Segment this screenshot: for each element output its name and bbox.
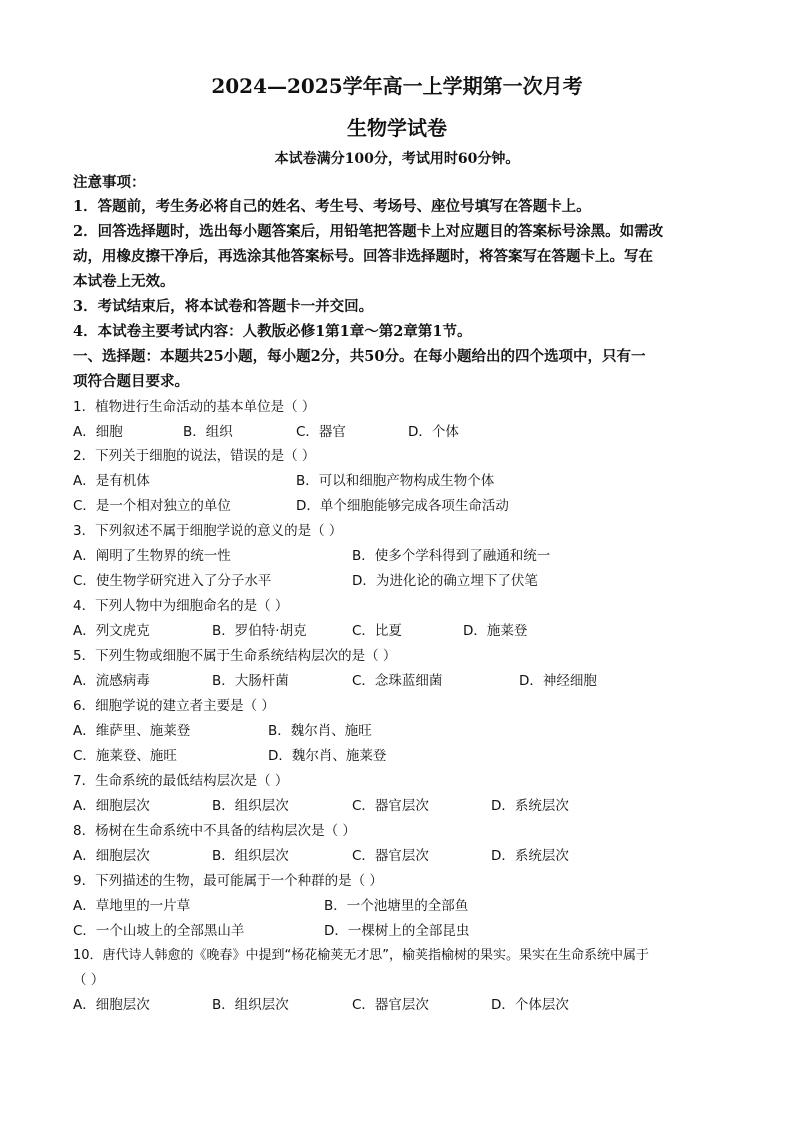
- option-a: A．细胞层次: [73, 798, 150, 814]
- question-options: [73, 672, 733, 690]
- option-b: B．可以和细胞产物构成生物个体: [296, 473, 495, 489]
- option-b: B．一个池塘里的全部鱼: [324, 898, 469, 914]
- option-d: D．单个细胞能够完成各项生命活动: [296, 498, 509, 514]
- note-line: 动，用橡皮擦干净后，再选涂其他答案标号。回答非选择题时，将答案写在答题卡上。写在: [73, 248, 653, 265]
- question-stem: 6．细胞学说的建立者主要是（ ）: [73, 698, 275, 714]
- option-c: C．是一个相对独立的单位: [73, 498, 231, 514]
- question-options: [73, 996, 733, 1014]
- question-options: [73, 423, 733, 441]
- option-b: B．组织: [183, 424, 233, 440]
- option-a: A．是有机体: [73, 473, 150, 489]
- exam-title: 2024—2025学年高一上学期第一次月考: [211, 74, 583, 98]
- question-stem: 10．唐代诗人韩愈的《晚春》中提到“杨花榆荚无才思”，榆荚指榆树的果实。果实在生命系统中属于: [73, 948, 650, 963]
- exam-subtitle: 生物学试卷: [347, 116, 447, 140]
- option-b: B．组织层次: [212, 798, 289, 814]
- option-b: B．罗伯特·胡克: [212, 623, 307, 639]
- notes-heading: 注意事项：: [73, 174, 146, 191]
- option-d: D．魏尔肖、施莱登: [268, 748, 387, 764]
- option-d: D．施莱登: [463, 623, 528, 639]
- option-c: C．念珠蓝细菌: [352, 673, 443, 689]
- question-stem-cont: （ ）: [73, 972, 105, 988]
- question-options: [73, 847, 733, 865]
- option-a: A．列文虎克: [73, 623, 150, 639]
- question-options: [73, 572, 733, 590]
- option-a: A．流感病毒: [73, 673, 150, 689]
- option-a: A．细胞: [73, 424, 123, 440]
- question-options: [73, 497, 733, 515]
- note-line: 4．本试卷主要考试内容：人教版必修1第1章～第2章第1节。: [73, 323, 472, 340]
- question-stem: 8．杨树在生命系统中不具备的结构层次是（ ）: [73, 823, 356, 839]
- question-stem: 1．植物进行生命活动的基本单位是（ ）: [73, 399, 316, 415]
- question-stem: 2．下列关于细胞的说法，错误的是（ ）: [73, 448, 316, 464]
- note-line: 3．考试结束后，将本试卷和答题卡一并交回。: [73, 298, 374, 315]
- option-d: D．个体: [408, 424, 459, 440]
- option-c: C．使生物学研究进入了分子水平: [73, 573, 272, 589]
- question-options: [73, 547, 733, 565]
- option-b: B．组织层次: [212, 848, 289, 864]
- option-d: D．为进化论的确立埋下了伏笔: [352, 573, 538, 589]
- option-d: D．个体层次: [491, 997, 569, 1013]
- option-c: C．器官: [296, 424, 346, 440]
- question-stem: 5．下列生物或细胞不属于生命系统结构层次的是（ ）: [73, 648, 397, 664]
- option-a: A．细胞层次: [73, 997, 150, 1013]
- option-d: D．一棵树上的全部昆虫: [324, 923, 470, 939]
- section-heading: 一、选择题：本题共25小题，每小题2分，共50分。在每小题给出的四个选项中，只有一: [73, 348, 646, 365]
- question-options: [73, 472, 733, 490]
- exam-info: 本试卷满分100分，考试用时60分钟。: [274, 151, 520, 167]
- option-d: D．神经细胞: [519, 673, 597, 689]
- note-line: 本试卷上无效。: [73, 273, 175, 290]
- option-c: C．一个山坡上的全部黑山羊: [73, 923, 245, 939]
- option-d: D．系统层次: [491, 848, 569, 864]
- question-stem: 7．生命系统的最低结构层次是（ ）: [73, 773, 289, 789]
- question-stem: 9．下列描述的生物，最可能属于一个种群的是（ ）: [73, 873, 383, 889]
- option-a: A．维萨里、施莱登: [73, 723, 191, 739]
- option-b: B．大肠杆菌: [212, 673, 289, 689]
- option-d: D．系统层次: [491, 798, 569, 814]
- option-a: A．细胞层次: [73, 848, 150, 864]
- option-a: A．草地里的一片草: [73, 898, 191, 914]
- section-heading-cont: 项符合题目要求。: [73, 373, 189, 390]
- question-options: [73, 897, 733, 915]
- note-line: 2．回答选择题时，选出每小题答案后，用铅笔把答题卡上对应题目的答案标号涂黑。如需改: [73, 223, 664, 240]
- option-b: B．组织层次: [212, 997, 289, 1013]
- option-c: C．施莱登、施旺: [73, 748, 177, 764]
- question-options: [73, 722, 733, 740]
- question-options: [73, 622, 733, 640]
- question-options: [73, 747, 733, 765]
- option-b: B．魏尔肖、施旺: [268, 723, 372, 739]
- option-c: C．器官层次: [352, 848, 429, 864]
- question-options: [73, 797, 733, 815]
- option-a: A．阐明了生物界的统一性: [73, 548, 231, 564]
- option-c: C．比夏: [352, 623, 402, 639]
- option-c: C．器官层次: [352, 798, 429, 814]
- question-stem: 4．下列人物中为细胞命名的是（ ）: [73, 598, 289, 614]
- option-c: C．器官层次: [352, 997, 429, 1013]
- question-options: [73, 922, 733, 940]
- question-stem: 3．下列叙述不属于细胞学说的意义的是（ ）: [73, 523, 343, 539]
- note-line: 1．答题前，考生务必将自己的姓名、考生号、考场号、座位号填写在答题卡上。: [73, 198, 591, 215]
- option-b: B．使多个学科得到了融通和统一: [352, 548, 551, 564]
